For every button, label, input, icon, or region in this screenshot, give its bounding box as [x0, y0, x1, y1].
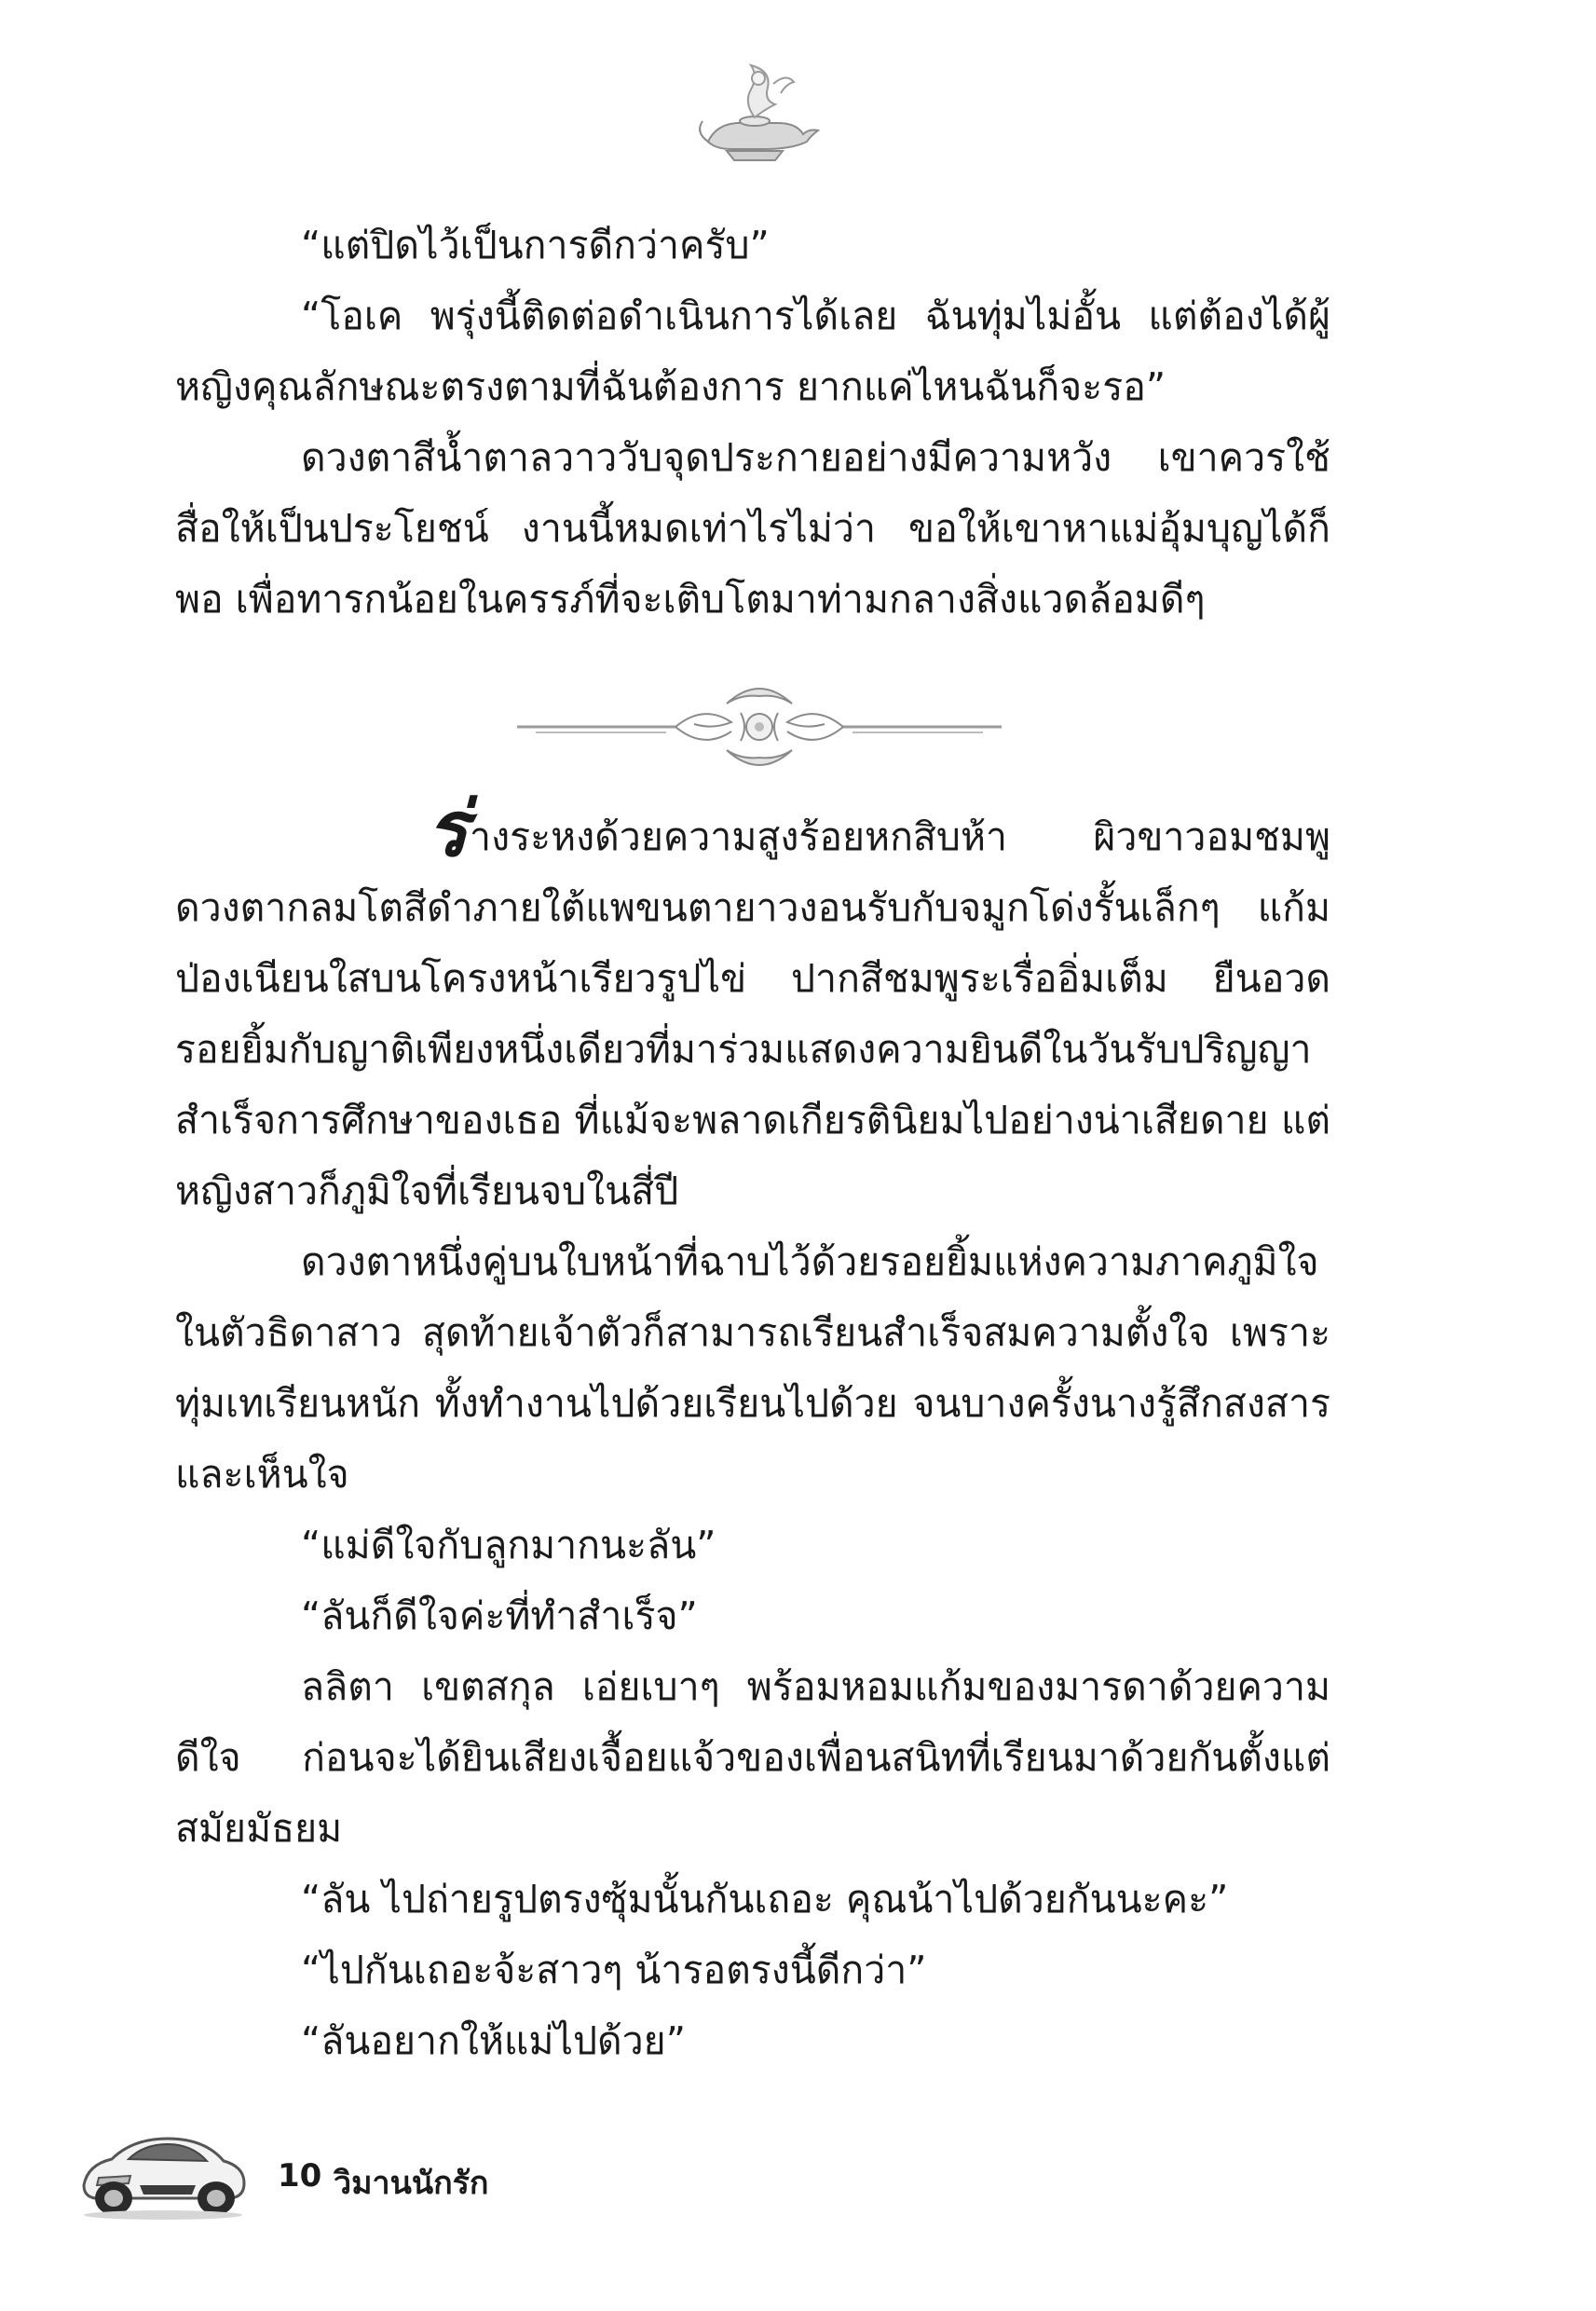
book-title: วิมานนักรัก [334, 2165, 489, 2202]
ornamental-divider-icon [517, 676, 1002, 778]
dialogue-line: “ไปกันเถอะจ้ะสาวๆ น้ารอตรงนี้ดีกว่า” [301, 1948, 927, 1992]
genie-lamp-icon [689, 56, 829, 168]
drop-cap: ร่ [427, 786, 469, 874]
paragraph: ลลิตา เขตสกุล เอ่ยเบาๆ พร้อมหอมแก้มของมารดาด้วยความดีใจ ก่อนจะได้ยินเสียงเจื้อยแจ้วของเพื่อนสนิทที่เรียนมาด้วยกันตั้งแต่สมัยมัธยม [175, 1664, 1330, 1851]
paragraph-text: างระหงด้วยความสูงร้อยหกสิบห้า ผิวขาวอมชมพู ดวงตากลมโตสีดำภายใต้แพขนตายาวงอนรับกับจมูกโด่งรั้นเล็กๆ แก้มป่องเนียนใสบนโครงหน้าเรียวรูปไข่ ปากสีชมพูระเรื่ออิ่มเต็ม ยืนอวดรอยยิ้มกับญาติเพียงหนึ่งเดียวที่มาร่วมแสดงความยินดีในวันรับปริญญาสำเร็จการศึกษาของเธอ ที่แม้จะพลาดเกียรตินิยมไปอย่างน่าเสียดาย แต่หญิงสาวก็ภูมิใจที่เรียนจบในสี่ปี [175, 814, 1330, 1213]
paragraph: ดวงตาหนึ่งคู่บนใบหน้าที่ฉาบไว้ด้วยรอยยิ้มแห่งความภาคภูมิใจในตัวธิดาสาว สุดท้ายเจ้าตัวก็สามารถเรียนสำเร็จสมความตั้งใจ เพราะทุ่มเทเรียนหนัก ทั้งทำงานไปด้วยเรียนไปด้วย จนบางครั้งนางรู้สึกสงสารและเห็นใจ [175, 1239, 1330, 1497]
sports-car-icon [75, 2111, 252, 2222]
page-footer [75, 2111, 727, 2232]
paragraph: “โอเค พรุ่งนี้ติดต่อดำเนินการได้เลย ฉันทุ่มไม่อั้น แต่ต้องได้ผู้หญิงคุณลักษณะตรงตามที่ฉันต้องการ ยากแค่ไหนฉันก็จะรอ” [175, 294, 1330, 409]
paragraph-with-dropcap [175, 786, 1330, 1226]
dialogue-line: “แต่ปิดไว้เป็นการดีกว่าครับ” [301, 223, 770, 267]
dialogue-line: “แม่ดีใจกับลูกมากนะลัน” [301, 1523, 716, 1567]
dialogue-line: “ลันอยากให้แม่ไปด้วย” [301, 2018, 686, 2063]
dialogue-line: “ลันก็ดีใจค่ะที่ทำสำเร็จ” [301, 1593, 698, 1638]
text-block-2 [175, 786, 1330, 2076]
paragraph: ดวงตาสีน้ำตาลวาววับจุดประกายอย่างมีความหวัง เขาควรใช้สื่อให้เป็นประโยชน์ งานนี้หมดเท่าไรไม่ว่า ขอให้เขาหาแม่อุ้มบุญได้ก็พอ เพื่อทารกน้อยในครรภ์ที่จะเติบโตมาท่ามกลางสิ่งแวดล้อมดีๆ [175, 435, 1330, 622]
text-block-1 [175, 210, 1330, 635]
page-number: 10 [278, 2157, 322, 2195]
dialogue-line: “ลัน ไปถ่ายรูปตรงซุ้มนั้นกันเถอะ คุณน้าไปด้วยกันนะคะ” [301, 1877, 1229, 1921]
